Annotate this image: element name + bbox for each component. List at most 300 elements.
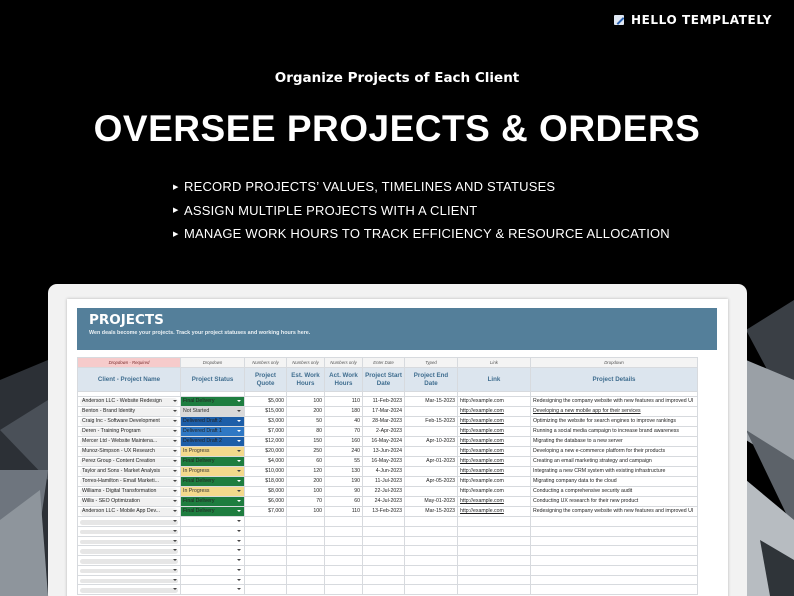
table-row xyxy=(78,437,698,447)
table-row xyxy=(78,536,698,546)
chevron-down-icon[interactable] xyxy=(237,400,241,402)
empty-chip xyxy=(80,588,178,593)
start-date-cell[interactable] xyxy=(363,556,405,566)
details-cell[interactable]: Developing a new e-commerce platform for their products xyxy=(531,447,698,457)
link-cell[interactable] xyxy=(458,517,531,527)
start-date-cell[interactable] xyxy=(363,585,405,595)
status-dropdown[interactable] xyxy=(181,507,245,517)
table-row xyxy=(78,575,698,585)
chevron-down-icon[interactable] xyxy=(173,480,177,482)
client-cell[interactable] xyxy=(78,526,181,536)
chevron-down-icon[interactable] xyxy=(237,480,241,482)
details-cell[interactable] xyxy=(531,556,698,566)
est-hours-cell[interactable]: 100 xyxy=(287,507,325,517)
client-chip: Anderson LLC - Mobile App Dev... xyxy=(80,508,178,515)
est-hours-cell[interactable]: 200 xyxy=(287,477,325,487)
est-hours-cell[interactable] xyxy=(287,575,325,585)
start-date-cell[interactable]: 13-Feb-2023 xyxy=(363,507,405,517)
act-hours-cell[interactable]: 190 xyxy=(325,477,363,487)
act-hours-cell[interactable]: 70 xyxy=(325,427,363,437)
chevron-down-icon[interactable] xyxy=(173,510,177,512)
link-cell[interactable]: http://example.com xyxy=(458,487,531,497)
chevron-down-icon[interactable] xyxy=(237,569,241,571)
table-row xyxy=(78,417,698,427)
start-date-cell[interactable]: 4-Jun-2023 xyxy=(363,467,405,477)
client-chip: Craig Inc - Software Development xyxy=(80,418,178,425)
column-type-cell: Numbers only xyxy=(287,358,325,368)
client-cell[interactable] xyxy=(78,417,181,427)
client-cell[interactable] xyxy=(78,536,181,546)
start-date-cell[interactable] xyxy=(363,526,405,536)
start-date-cell[interactable]: 2-Apr-2023 xyxy=(363,427,405,437)
link-cell[interactable]: http://example.com xyxy=(458,407,531,417)
act-hours-cell[interactable] xyxy=(325,517,363,527)
chevron-down-icon[interactable] xyxy=(173,530,177,532)
chevron-down-icon[interactable] xyxy=(237,440,241,442)
link-cell[interactable]: http://example.com xyxy=(458,437,531,447)
act-hours-cell[interactable] xyxy=(325,546,363,556)
status-dropdown[interactable] xyxy=(181,487,245,497)
start-date-cell[interactable] xyxy=(363,565,405,575)
client-chip: Williams - Digital Transformation xyxy=(80,488,178,495)
quote-cell[interactable]: $10,000 xyxy=(245,467,287,477)
est-hours-cell[interactable]: 100 xyxy=(287,487,325,497)
end-date-cell[interactable] xyxy=(405,536,458,546)
details-cell[interactable] xyxy=(531,575,698,585)
feature-text: MANAGE WORK HOURS TO TRACK EFFICIENCY & RESOURCE ALLOCATION xyxy=(184,226,670,242)
status-label: Final Delivery xyxy=(183,478,215,484)
chevron-down-icon[interactable] xyxy=(173,470,177,472)
details-cell[interactable] xyxy=(531,536,698,546)
act-hours-cell[interactable] xyxy=(325,585,363,595)
column-type-cell: Dropdown xyxy=(531,358,698,368)
table-row xyxy=(78,585,698,595)
start-date-cell[interactable] xyxy=(363,575,405,585)
start-date-cell[interactable]: 11-Jul-2023 xyxy=(363,477,405,487)
client-cell[interactable] xyxy=(78,457,181,467)
end-date-cell[interactable] xyxy=(405,517,458,527)
end-date-cell[interactable]: Apr-05-2023 xyxy=(405,477,458,487)
client-chip: Torres-Hamilton - Email Marketi... xyxy=(80,478,178,485)
details-cell[interactable] xyxy=(531,517,698,527)
status-dropdown[interactable] xyxy=(181,517,245,527)
header-row xyxy=(78,368,698,392)
column-header: Project Status xyxy=(181,368,245,392)
act-hours-cell[interactable] xyxy=(325,556,363,566)
status-dropdown[interactable] xyxy=(181,427,245,437)
hero-headline: OVERSEE PROJECTS & ORDERS xyxy=(93,108,701,149)
status-dropdown[interactable] xyxy=(181,497,245,507)
est-hours-cell[interactable]: 50 xyxy=(287,417,325,427)
chevron-down-icon[interactable] xyxy=(237,460,241,462)
client-chip: Taylor and Sons - Market Analysis xyxy=(80,468,178,475)
hero-subtitle: Organize Projects of Each Client xyxy=(274,70,520,86)
act-hours-cell[interactable]: 55 xyxy=(325,457,363,467)
est-hours-cell[interactable]: 200 xyxy=(287,407,325,417)
chevron-down-icon[interactable] xyxy=(173,588,177,590)
quote-cell[interactable]: $20,000 xyxy=(245,447,287,457)
status-label: Final Delivery xyxy=(183,498,215,504)
status-dropdown[interactable] xyxy=(181,546,245,556)
table-row xyxy=(78,407,698,417)
spreadsheet xyxy=(67,299,728,596)
table-row xyxy=(78,546,698,556)
link-cell[interactable] xyxy=(458,546,531,556)
chevron-down-icon[interactable] xyxy=(173,579,177,581)
link-cell[interactable]: http://example.com xyxy=(458,457,531,467)
act-hours-cell[interactable]: 110 xyxy=(325,507,363,517)
chevron-down-icon[interactable] xyxy=(237,410,241,412)
est-hours-cell[interactable]: 70 xyxy=(287,497,325,507)
status-dropdown[interactable] xyxy=(181,585,245,595)
chevron-down-icon[interactable] xyxy=(237,510,241,512)
act-hours-cell[interactable] xyxy=(325,526,363,536)
chevron-down-icon[interactable] xyxy=(173,559,177,561)
sheet-banner xyxy=(77,308,717,350)
client-cell[interactable] xyxy=(78,477,181,487)
client-cell[interactable] xyxy=(78,565,181,575)
status-dropdown[interactable] xyxy=(181,556,245,566)
empty-chip xyxy=(80,530,178,535)
details-cell[interactable]: Conducting UX research for their new product xyxy=(531,497,698,507)
chevron-down-icon[interactable] xyxy=(173,420,177,422)
end-date-cell[interactable] xyxy=(405,556,458,566)
client-chip: Munoz-Simpson - UX Research xyxy=(80,448,178,455)
details-cell[interactable]: Developing a new mobile app for their services xyxy=(531,407,698,417)
status-dropdown[interactable] xyxy=(181,417,245,427)
act-hours-cell[interactable]: 110 xyxy=(325,397,363,407)
end-date-cell[interactable]: Mar-15-2023 xyxy=(405,507,458,517)
chevron-down-icon[interactable] xyxy=(237,420,241,422)
chevron-down-icon[interactable] xyxy=(237,559,241,561)
end-date-cell[interactable] xyxy=(405,427,458,437)
client-cell[interactable] xyxy=(78,585,181,595)
quote-cell[interactable]: $18,000 xyxy=(245,477,287,487)
link-cell[interactable] xyxy=(458,565,531,575)
link-cell[interactable]: http://example.com xyxy=(458,417,531,427)
chevron-down-icon[interactable] xyxy=(173,500,177,502)
est-hours-cell[interactable] xyxy=(287,585,325,595)
act-hours-cell[interactable] xyxy=(325,536,363,546)
end-date-cell[interactable]: Feb-15-2023 xyxy=(405,417,458,427)
details-cell[interactable]: Creating an email marketing strategy and campaign xyxy=(531,457,698,467)
end-date-cell[interactable] xyxy=(405,407,458,417)
act-hours-cell[interactable]: 40 xyxy=(325,417,363,427)
start-date-cell[interactable]: 17-Mar-2024 xyxy=(363,407,405,417)
details-cell[interactable]: Conducting a comprehensive security audit xyxy=(531,487,698,497)
templately-logo-icon xyxy=(614,15,624,25)
act-hours-cell[interactable]: 180 xyxy=(325,407,363,417)
triangle-bullet-icon: ▶ xyxy=(173,207,179,215)
client-cell[interactable] xyxy=(78,517,181,527)
end-date-cell[interactable] xyxy=(405,526,458,536)
column-type-cell: Enter Date xyxy=(363,358,405,368)
brand-name: HELLO TEMPLATELY xyxy=(630,13,772,27)
quote-cell[interactable]: $4,000 xyxy=(245,457,287,467)
empty-chip xyxy=(80,540,178,545)
est-hours-cell[interactable]: 150 xyxy=(287,437,325,447)
status-dropdown[interactable] xyxy=(181,536,245,546)
end-date-cell[interactable]: Apr-01-2023 xyxy=(405,457,458,467)
quote-cell[interactable] xyxy=(245,575,287,585)
link-cell[interactable]: http://example.com xyxy=(458,397,531,407)
status-dropdown[interactable] xyxy=(181,575,245,585)
chevron-down-icon[interactable] xyxy=(237,500,241,502)
details-cell[interactable] xyxy=(531,585,698,595)
details-cell[interactable] xyxy=(531,565,698,575)
link-cell[interactable] xyxy=(458,536,531,546)
feature-item xyxy=(173,175,670,199)
est-hours-cell[interactable] xyxy=(287,526,325,536)
chevron-down-icon[interactable] xyxy=(237,530,241,532)
status-dropdown[interactable] xyxy=(181,447,245,457)
column-header: Project Start Date xyxy=(363,368,405,392)
empty-chip xyxy=(80,559,178,564)
link-cell[interactable]: http://example.com xyxy=(458,447,531,457)
status-label: Not Started xyxy=(183,408,210,414)
end-date-cell[interactable] xyxy=(405,467,458,477)
status-dropdown[interactable] xyxy=(181,397,245,407)
end-date-cell[interactable] xyxy=(405,585,458,595)
table-row xyxy=(78,526,698,536)
details-cell[interactable]: Redesigning the company website with new features and improved UI xyxy=(531,507,698,517)
start-date-cell[interactable]: 16-May-2024 xyxy=(363,437,405,447)
column-header: Est. Work Hours xyxy=(287,368,325,392)
column-header: Project Quote xyxy=(245,368,287,392)
end-date-cell[interactable] xyxy=(405,575,458,585)
empty-chip xyxy=(80,569,178,574)
link-cell[interactable] xyxy=(458,526,531,536)
act-hours-cell[interactable]: 130 xyxy=(325,467,363,477)
start-date-cell[interactable] xyxy=(363,546,405,556)
column-header: Project End Date xyxy=(405,368,458,392)
start-date-cell[interactable]: 24-Jul-2023 xyxy=(363,497,405,507)
link-cell[interactable] xyxy=(458,556,531,566)
chevron-down-icon[interactable] xyxy=(173,400,177,402)
client-chip: Deren - Training Program xyxy=(80,428,178,435)
quote-cell[interactable]: $8,000 xyxy=(245,487,287,497)
quote-cell[interactable]: $5,000 xyxy=(245,397,287,407)
quote-cell[interactable]: $7,000 xyxy=(245,427,287,437)
column-type-cell: Typed xyxy=(405,358,458,368)
chevron-down-icon[interactable] xyxy=(173,549,177,551)
status-dropdown[interactable] xyxy=(181,526,245,536)
act-hours-cell[interactable]: 90 xyxy=(325,487,363,497)
client-cell[interactable] xyxy=(78,507,181,517)
end-date-cell[interactable] xyxy=(405,565,458,575)
status-dropdown[interactable] xyxy=(181,407,245,417)
column-header: Client - Project Name xyxy=(78,368,181,392)
chevron-down-icon[interactable] xyxy=(237,470,241,472)
client-cell[interactable] xyxy=(78,467,181,477)
quote-cell[interactable] xyxy=(245,546,287,556)
client-cell[interactable] xyxy=(78,397,181,407)
client-cell[interactable] xyxy=(78,427,181,437)
chevron-down-icon[interactable] xyxy=(237,540,241,542)
client-chip: Willis - SEO Optimization xyxy=(80,498,178,505)
sheet-subtitle: Wen deals become your projects. Track your project statuses and working hours here. xyxy=(89,330,311,336)
brand-logo xyxy=(614,13,772,27)
table-row xyxy=(78,507,698,517)
est-hours-cell[interactable] xyxy=(287,517,325,527)
feature-text: ASSIGN MULTIPLE PROJECTS WITH A CLIENT xyxy=(184,202,478,218)
act-hours-cell[interactable]: 240 xyxy=(325,447,363,457)
quote-cell[interactable] xyxy=(245,536,287,546)
quote-cell[interactable] xyxy=(245,526,287,536)
feature-list xyxy=(173,175,670,246)
client-chip: Anderson LLC - Website Redesign xyxy=(80,398,178,405)
start-date-cell[interactable] xyxy=(363,517,405,527)
details-cell[interactable]: Migrating company data to the cloud xyxy=(531,477,698,487)
status-dropdown[interactable] xyxy=(181,565,245,575)
table-row xyxy=(78,477,698,487)
link-cell[interactable]: http://example.com xyxy=(458,477,531,487)
status-dropdown[interactable] xyxy=(181,467,245,477)
status-dropdown[interactable] xyxy=(181,457,245,467)
end-date-cell[interactable]: May-01-2023 xyxy=(405,497,458,507)
client-cell[interactable] xyxy=(78,447,181,457)
chevron-down-icon[interactable] xyxy=(173,430,177,432)
column-type-row xyxy=(78,358,698,368)
triangle-bullet-icon: ▶ xyxy=(173,230,179,238)
quote-cell[interactable]: $12,000 xyxy=(245,437,287,447)
start-date-cell[interactable]: 16-May-2023 xyxy=(363,457,405,467)
act-hours-cell[interactable] xyxy=(325,565,363,575)
link-cell[interactable] xyxy=(458,585,531,595)
act-hours-cell[interactable]: 160 xyxy=(325,437,363,447)
chevron-down-icon[interactable] xyxy=(237,430,241,432)
link-cell[interactable]: http://example.com xyxy=(458,427,531,437)
client-cell[interactable] xyxy=(78,556,181,566)
chevron-down-icon[interactable] xyxy=(237,549,241,551)
est-hours-cell[interactable] xyxy=(287,556,325,566)
chevron-down-icon[interactable] xyxy=(173,450,177,452)
status-label: Delivered Draft 2 xyxy=(183,438,222,444)
column-header: Link xyxy=(458,368,531,392)
end-date-cell[interactable] xyxy=(405,487,458,497)
details-cell[interactable]: Optimizing the website for search engines to improve rankings xyxy=(531,417,698,427)
client-chip: Perez Group - Content Creation xyxy=(80,458,178,465)
est-hours-cell[interactable] xyxy=(287,565,325,575)
status-label: Final Delivery xyxy=(183,398,215,404)
table-row xyxy=(78,517,698,527)
triangle-bullet-icon: ▶ xyxy=(173,183,179,191)
chevron-down-icon[interactable] xyxy=(237,520,241,522)
table-row xyxy=(78,447,698,457)
chevron-down-icon[interactable] xyxy=(173,520,177,522)
act-hours-cell[interactable]: 60 xyxy=(325,497,363,507)
column-type-cell: Dropdown - Required xyxy=(78,358,181,368)
client-cell[interactable] xyxy=(78,497,181,507)
table-row xyxy=(78,556,698,566)
start-date-cell[interactable] xyxy=(363,536,405,546)
details-cell[interactable] xyxy=(531,526,698,536)
chevron-down-icon[interactable] xyxy=(173,460,177,462)
chevron-down-icon[interactable] xyxy=(237,490,241,492)
act-hours-cell[interactable] xyxy=(325,575,363,585)
end-date-cell[interactable] xyxy=(405,447,458,457)
quote-cell[interactable]: $3,000 xyxy=(245,417,287,427)
start-date-cell[interactable]: 22-Jul-2023 xyxy=(363,487,405,497)
table-row xyxy=(78,565,698,575)
est-hours-cell[interactable]: 120 xyxy=(287,467,325,477)
sheet-title: PROJECTS xyxy=(89,312,164,328)
est-hours-cell[interactable]: 60 xyxy=(287,457,325,467)
quote-cell[interactable] xyxy=(245,517,287,527)
table-row xyxy=(78,487,698,497)
column-type-cell: Numbers only xyxy=(245,358,287,368)
feature-text: RECORD PROJECTS’ VALUES, TIMELINES AND STATUSES xyxy=(184,179,556,195)
details-cell[interactable]: Running a social media campaign to increase brand awareness xyxy=(531,427,698,437)
status-label: Final Delivery xyxy=(183,508,215,514)
chevron-down-icon[interactable] xyxy=(173,440,177,442)
chevron-down-icon[interactable] xyxy=(173,569,177,571)
empty-chip xyxy=(80,579,178,584)
details-cell[interactable]: Redesigning the company website with new features and improved UI xyxy=(531,397,698,407)
preview-card xyxy=(48,284,747,596)
client-chip: Benton - Brand Identity xyxy=(80,408,178,415)
client-cell[interactable] xyxy=(78,546,181,556)
quote-cell[interactable]: $7,000 xyxy=(245,507,287,517)
column-header: Project Details xyxy=(531,368,698,392)
end-date-cell[interactable]: Apr-10-2023 xyxy=(405,437,458,447)
feature-item xyxy=(173,199,670,223)
quote-cell[interactable] xyxy=(245,585,287,595)
quote-cell[interactable] xyxy=(245,565,287,575)
client-cell[interactable] xyxy=(78,487,181,497)
link-cell[interactable]: http://example.com xyxy=(458,507,531,517)
est-hours-cell[interactable]: 80 xyxy=(287,427,325,437)
link-cell[interactable] xyxy=(458,575,531,585)
chevron-down-icon[interactable] xyxy=(237,450,241,452)
details-cell[interactable]: Integrating a new CRM system with existing infrastructure xyxy=(531,467,698,477)
chevron-down-icon[interactable] xyxy=(173,490,177,492)
client-cell[interactable] xyxy=(78,407,181,417)
est-hours-cell[interactable] xyxy=(287,546,325,556)
projects-table xyxy=(77,357,698,595)
start-date-cell[interactable]: 13-Jun-2024 xyxy=(363,447,405,457)
status-dropdown[interactable] xyxy=(181,437,245,447)
feature-item xyxy=(173,222,670,246)
link-cell[interactable]: http://example.com xyxy=(458,497,531,507)
table-row xyxy=(78,427,698,437)
details-cell[interactable] xyxy=(531,546,698,556)
est-hours-cell[interactable]: 250 xyxy=(287,447,325,457)
chevron-down-icon[interactable] xyxy=(237,579,241,581)
client-cell[interactable] xyxy=(78,575,181,585)
link-cell[interactable]: http://example.com xyxy=(458,467,531,477)
chevron-down-icon[interactable] xyxy=(237,588,241,590)
start-date-cell[interactable]: 28-Mar-2023 xyxy=(363,417,405,427)
start-date-cell[interactable]: 11-Feb-2023 xyxy=(363,397,405,407)
status-label: Delivered Draft 1 xyxy=(183,428,222,434)
quote-cell[interactable] xyxy=(245,556,287,566)
status-dropdown[interactable] xyxy=(181,477,245,487)
column-type-cell: Numbers only xyxy=(325,358,363,368)
client-cell[interactable] xyxy=(78,437,181,447)
details-cell[interactable]: Migrating the database to a new server xyxy=(531,437,698,447)
est-hours-cell[interactable] xyxy=(287,536,325,546)
status-label: In Progress xyxy=(183,468,210,474)
chevron-down-icon[interactable] xyxy=(173,410,177,412)
end-date-cell[interactable] xyxy=(405,546,458,556)
quote-cell[interactable]: $15,000 xyxy=(245,407,287,417)
chevron-down-icon[interactable] xyxy=(173,540,177,542)
est-hours-cell[interactable]: 100 xyxy=(287,397,325,407)
quote-cell[interactable]: $6,000 xyxy=(245,497,287,507)
empty-chip xyxy=(80,520,178,525)
end-date-cell[interactable]: Mar-15-2023 xyxy=(405,397,458,407)
